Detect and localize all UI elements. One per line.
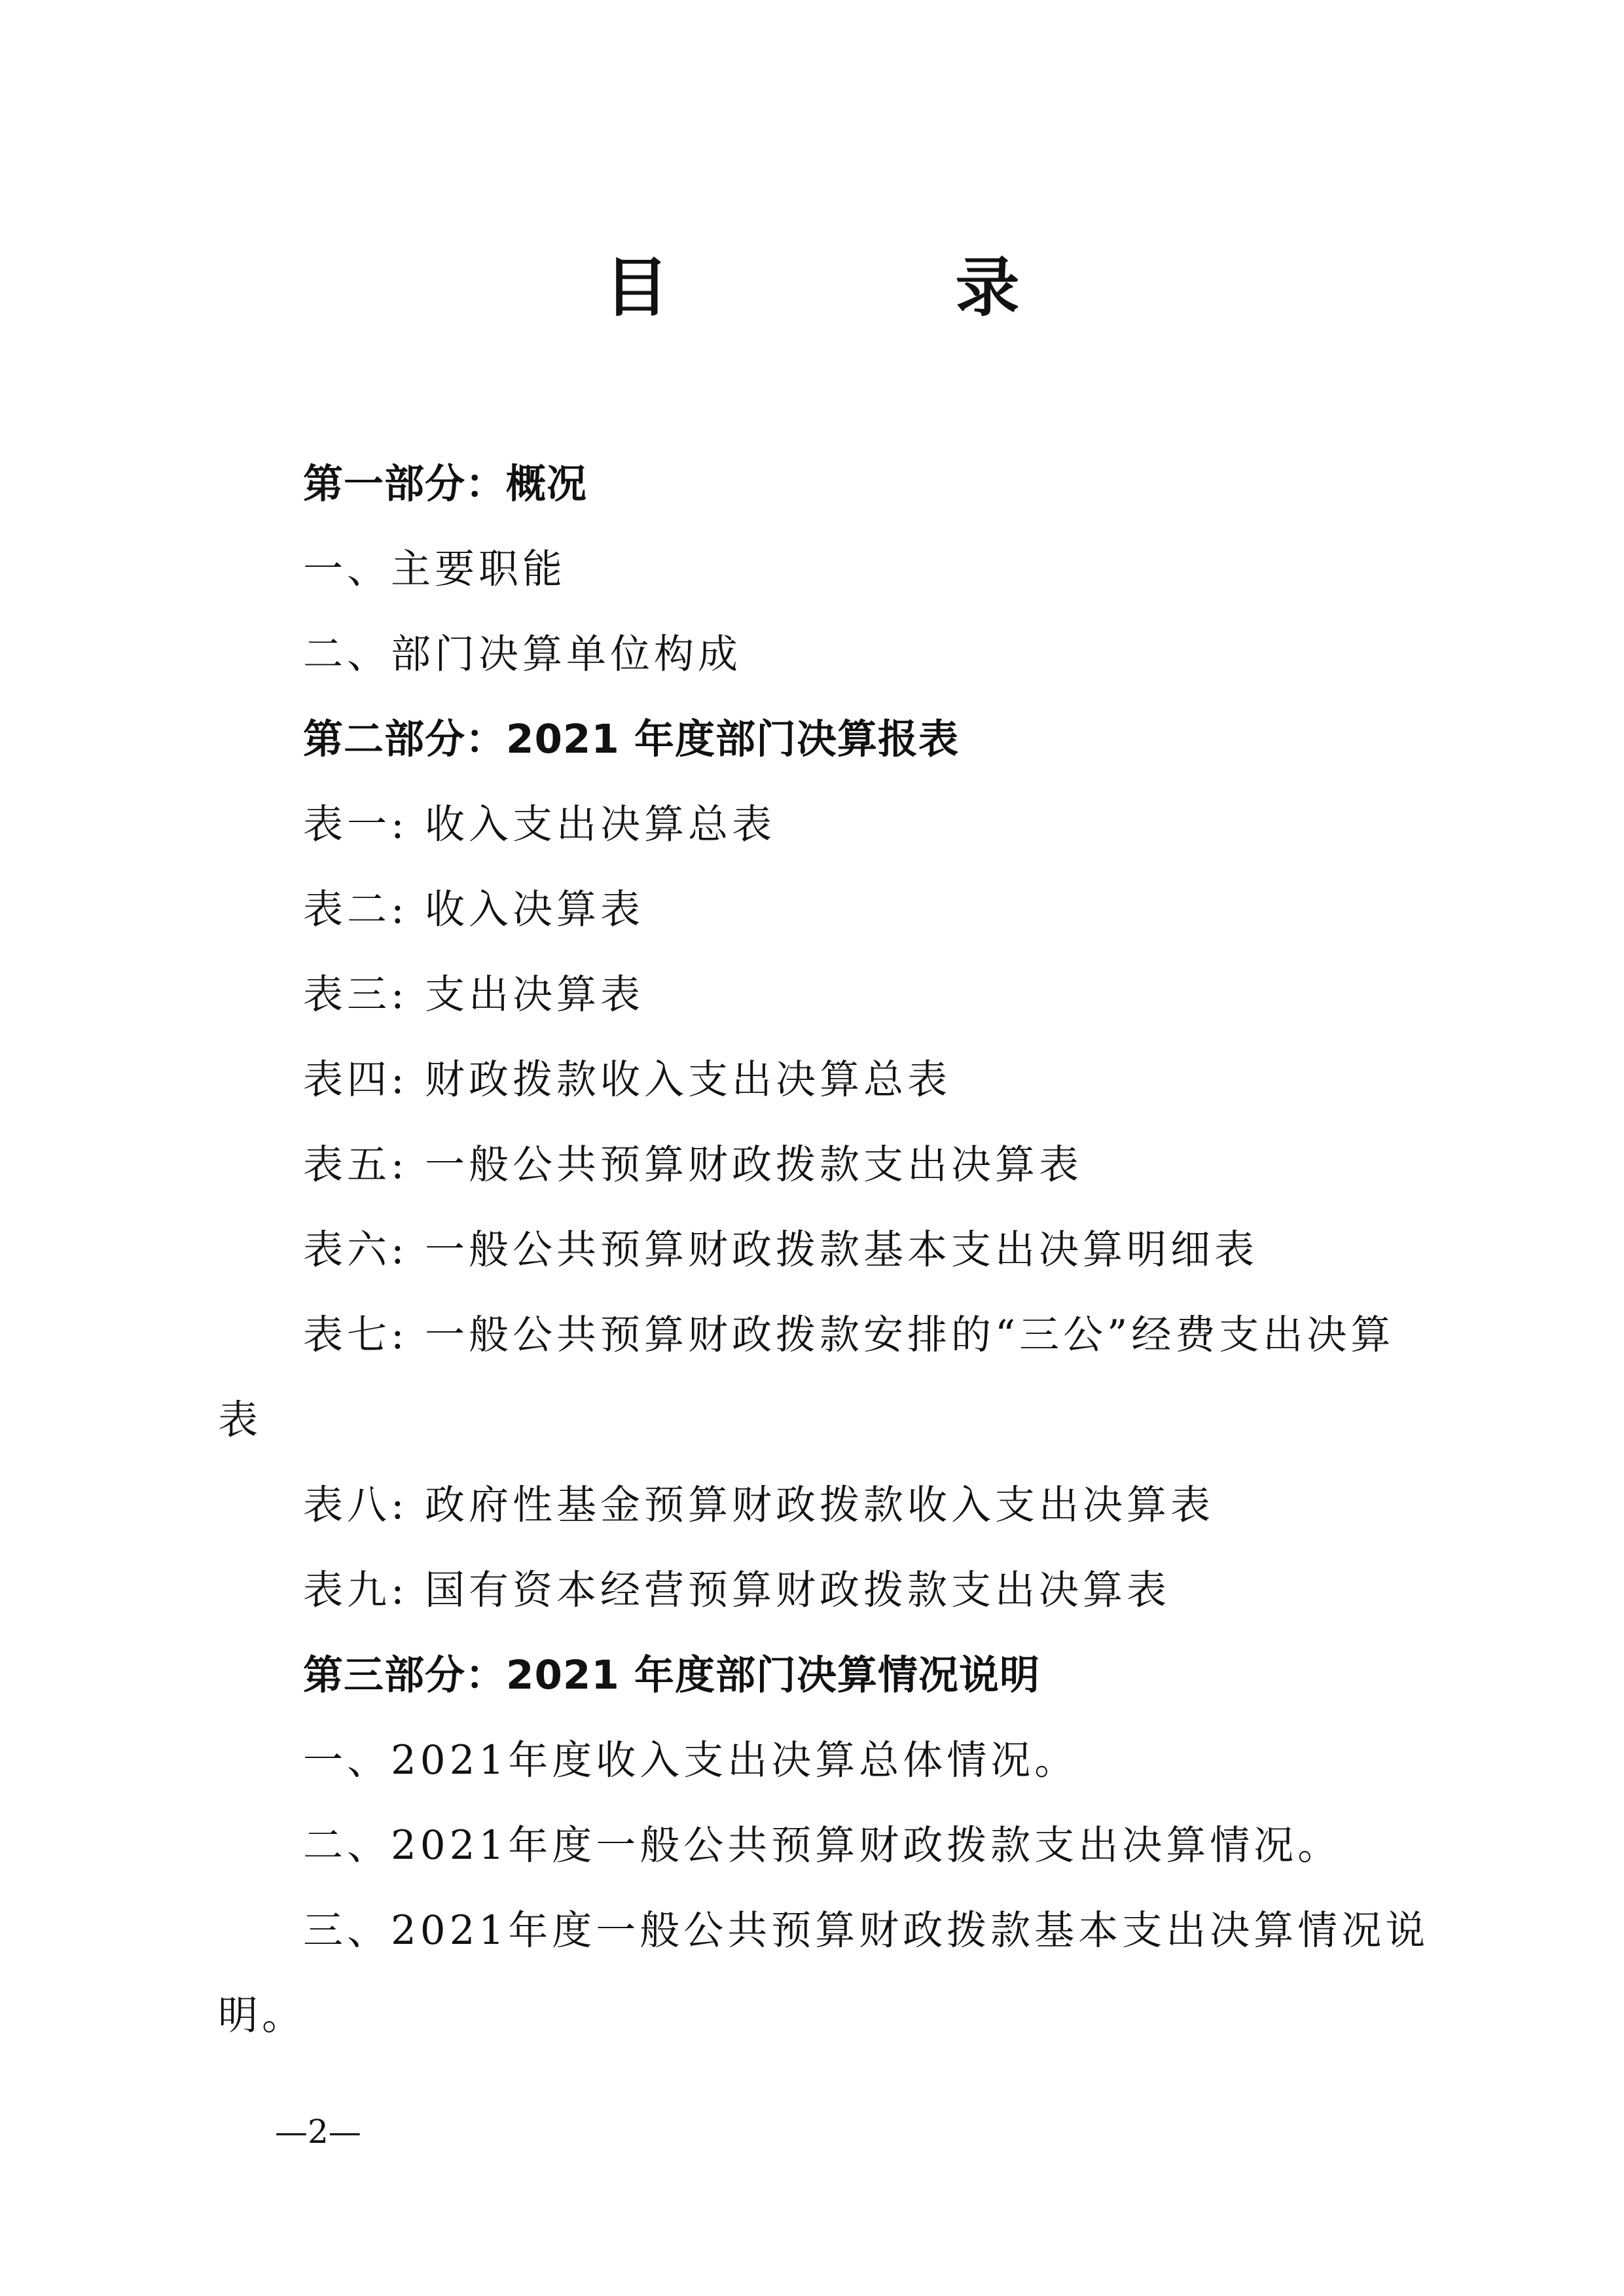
page-title: 目 录 [604,250,1131,325]
part-3-heading[interactable]: 第三部分：2021 年度部门决算情况说明 [303,1652,1041,1698]
toc-item-table-4[interactable]: 表四: 财政拨款收入支出决算总表 [303,1056,951,1103]
toc-item-table-3[interactable]: 表三: 支出决算表 [303,971,644,1018]
toc-item-overall-situation[interactable]: 一、2021年度收入支出决算总体情况。 [303,1737,1079,1784]
toc-item-table-8[interactable]: 表八: 政府性基金预算财政拨款收入支出决算表 [303,1482,1214,1528]
toc-item-main-functions[interactable]: 一、主要职能 [303,546,567,592]
page-number: —2— [275,2113,361,2151]
part-2-heading[interactable]: 第二部分：2021 年度部门决算报表 [303,716,960,762]
toc-item-table-1[interactable]: 表一: 收入支出决算总表 [303,801,776,848]
toc-item-table-9[interactable]: 表九: 国有资本经营预算财政拨款支出决算表 [303,1567,1170,1613]
toc-item-table-2[interactable]: 表二: 收入决算表 [303,886,644,933]
toc-item-unit-composition[interactable]: 二、部门决算单位构成 [303,631,742,677]
toc-item-general-budget-expenditure[interactable]: 二、2021年度一般公共预算财政拨款支出决算情况。 [303,1822,1342,1869]
toc-item-table-7[interactable]: 表七: 一般公共预算财政拨款安排的“三公”经费支出决算 [303,1312,1395,1358]
toc-item-basic-expenditure-continued[interactable]: 明。 [218,1992,306,2039]
part-1-heading[interactable]: 第一部分：概况 [303,461,588,507]
toc-item-basic-expenditure[interactable]: 三、2021年度一般公共预算财政拨款基本支出决算情况说 [303,1907,1430,1954]
toc-item-table-6[interactable]: 表六: 一般公共预算财政拨款基本支出决算明细表 [303,1227,1258,1273]
toc-item-table-5[interactable]: 表五: 一般公共预算财政拨款支出决算表 [303,1141,1083,1188]
toc-item-table-7-continued[interactable]: 表 [218,1397,262,1443]
